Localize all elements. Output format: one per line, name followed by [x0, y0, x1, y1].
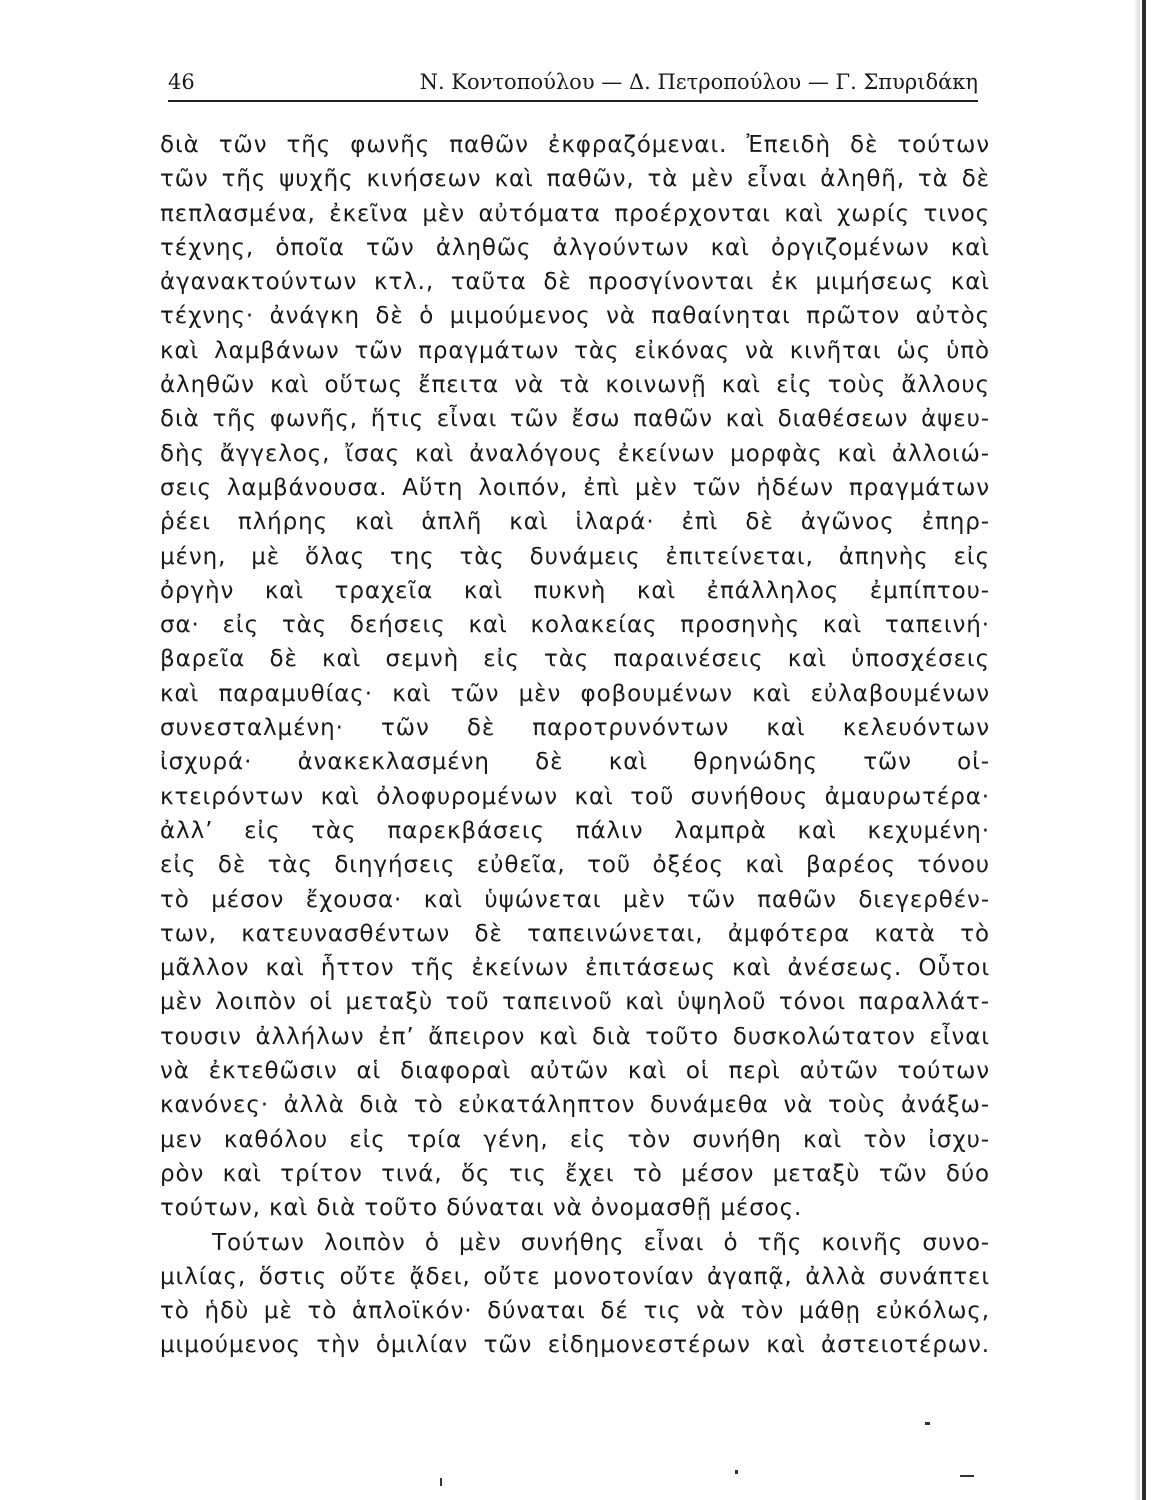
text-line: πεπλασμένα, ἐκεῖνα μὲν αὐτόματα προέρχονται καὶ χωρίς τινος	[160, 200, 990, 227]
text-line: τῶν τῆς ψυχῆς κινήσεων καὶ παθῶν, τὰ μὲν εἶναι ἀληθῆ, τὰ δὲ	[160, 166, 990, 193]
text-line: τουσιν ἀλλήλων ἐπ’ ἄπειρον καὶ διὰ τοῦτο δυσκολώτατον εἶναι	[160, 1023, 990, 1050]
scan-speck	[960, 1475, 974, 1477]
text-line: μιλίας, ὅστις οὔτε ᾄδει, οὔτε μονοτονίαν ἀγαπᾷ, ἀλλὰ συνάπτει	[160, 1263, 990, 1290]
text-line: μεν καθόλου εἰς τρία γένη, εἰς τὸν συνήθη καὶ τὸν ἰσχυ-	[160, 1126, 990, 1153]
page-header	[168, 70, 978, 102]
text-line: συνεσταλμένη· τῶν δὲ παροτρυνόντων καὶ κελευόντων	[160, 715, 990, 742]
text-line: καὶ λαμβάνων τῶν πραγμάτων τὰς εἰκόνας νὰ κινῆται ὡς ὑπὸ	[160, 337, 990, 364]
text-line: διὰ τῆς φωνῆς, ἥτις εἶναι τῶν ἔσω παθῶν καὶ διαθέσεων ἀψευ-	[160, 406, 990, 433]
text-line: μᾶλλον καὶ ἧττον τῆς ἐκείνων ἐπιτάσεως καὶ ἀνέσεως. Οὗτοι	[160, 955, 990, 982]
scan-speck	[735, 1470, 738, 1474]
text-line: τούτων, καὶ διὰ τοῦτο δύναται νὰ ὀνομασθῇ μέσος.	[160, 1195, 803, 1222]
text-line: διὰ τῶν τῆς φωνῆς παθῶν ἐκφραζόμεναι. Ἐπειδὴ δὲ τούτων	[160, 132, 990, 158]
text-line: εἰς δὲ τὰς διηγήσεις εὐθεῖα, τοῦ ὀξέος καὶ βαρέος τόνου	[160, 852, 990, 879]
text-line: κανόνες· ἀλλὰ διὰ τὸ εὐκατάληπτον δυνάμεθα νὰ τοὺς ἀνάξω-	[160, 1092, 990, 1119]
scan-speck	[440, 1478, 442, 1486]
text-line: τὸ ἡδὺ μὲ τὸ ἁπλοϊκόν· δύναται δέ τις νὰ τὸν μάθῃ εὐκόλως,	[160, 1298, 990, 1325]
text-line: ἰσχυρά· ἀνακεκλασμένη δὲ καὶ θρηνώδης τῶν οἰ-	[160, 749, 990, 776]
running-head: Ν. Κοντοπούλου — Δ. Πετροπούλου — Γ. Σπυριδάκη	[419, 70, 978, 94]
scan-speck	[925, 1422, 930, 1425]
text-line: τέχνης, ὁποῖα τῶν ἀληθῶς ἀλγούντων καὶ ὀργιζομένων καὶ	[160, 234, 990, 261]
text-line: μιμούμενος τὴν ὁμιλίαν τῶν εἰδημονεστέρων καὶ ἀστειοτέρων.	[160, 1332, 990, 1359]
text-line-indented: Τούτων λοιπὸν ὁ μὲν συνήθης εἶναι ὁ τῆς κοινῆς συνο-	[212, 1229, 990, 1256]
text-line: ἀγανακτούντων κτλ., ταῦτα δὲ προσγίνονται ἐκ μιμήσεως καὶ	[160, 269, 990, 296]
text-line: σα· εἰς τὰς δεήσεις καὶ κολακείας προσηνὴς καὶ ταπεινή·	[160, 612, 990, 639]
text-line: μένη, μὲ ὅλας της τὰς δυνάμεις ἐπιτείνεται, ἀπηνὴς εἰς	[160, 543, 990, 570]
text-line: σεις λαμβάνουσα. Αὕτη λοιπόν, ἐπὶ μὲν τῶν ἡδέων πραγμάτων	[160, 474, 990, 501]
text-line: των, κατευνασθέντων δὲ ταπεινώνεται, ἀμφότερα κατὰ τὸ	[160, 920, 990, 947]
text-line: καὶ παραμυθίας· καὶ τῶν μὲν φοβουμένων καὶ εὐλαβουμένων	[160, 680, 990, 707]
text-line: βαρεῖα δὲ καὶ σεμνὴ εἰς τὰς παραινέσεις καὶ ὑποσχέσεις	[160, 646, 990, 673]
text-line: τέχνης· ἀνάγκη δὲ ὁ μιμούμενος νὰ παθαίνηται πρῶτον αὐτὸς	[160, 303, 990, 330]
page-edge	[1142, 0, 1146, 1500]
text-line: δὴς ἄγγελος, ἴσας καὶ ἀναλόγους ἐκείνων μορφὰς καὶ ἀλλοιώ-	[160, 440, 990, 467]
page-edge-shadow	[1134, 0, 1140, 1500]
text-line: ὀργὴν καὶ τραχεῖα καὶ πυκνὴ καὶ ἐπάλληλος ἐμπίπτου-	[160, 577, 990, 604]
text-line: ἀληθῶν καὶ οὕτως ἔπειτα νὰ τὰ κοινωνῇ καὶ εἰς τοὺς ἄλλους	[160, 372, 990, 399]
text-line: κτειρόντων καὶ ὀλοφυρομένων καὶ τοῦ συνήθους ἀμαυρωτέρα·	[160, 783, 990, 810]
text-line: ῥέει πλήρης καὶ ἁπλῆ καὶ ἱλαρά· ἐπὶ δὲ ἀγῶνος ἐπηρ-	[160, 509, 990, 536]
text-line: ρὸν καὶ τρίτον τινά, ὅς τις ἔχει τὸ μέσον μεταξὺ τῶν δύο	[160, 1160, 990, 1187]
text-line: μὲν λοιπὸν οἱ μεταξὺ τοῦ ταπεινοῦ καὶ ὑψηλοῦ τόνοι παραλλάτ-	[160, 989, 990, 1016]
text-line: τὸ μέσον ἔχουσα· καὶ ὑψώνεται μὲν τῶν παθῶν διεγερθέν-	[160, 886, 990, 913]
page-number: 46	[168, 70, 195, 94]
text-line: νὰ ἐκτεθῶσιν αἱ διαφοραὶ αὐτῶν καὶ οἱ περὶ αὐτῶν τούτων	[160, 1058, 990, 1085]
body-text	[160, 128, 990, 1363]
text-line: ἀλλ’ εἰς τὰς παρεκβάσεις πάλιν λαμπρὰ καὶ κεχυμένη·	[160, 817, 990, 844]
